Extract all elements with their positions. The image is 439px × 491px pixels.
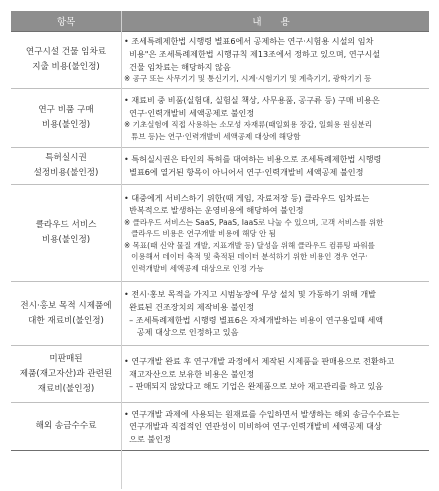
item-line: 제품(재고자산)과 관련된 bbox=[19, 368, 113, 379]
row-description bbox=[121, 346, 429, 403]
row-description bbox=[121, 403, 429, 451]
note-line: 튜브 등)는 연구·인력개발비 세액공제 대상에 해당함 bbox=[124, 131, 301, 141]
row-item-label bbox=[11, 346, 121, 403]
row-item-label bbox=[11, 403, 121, 451]
item-line: 비용(불인정) bbox=[41, 235, 91, 245]
desc-line: 재고자산으로 보유한 비용은 불인정 bbox=[124, 368, 255, 379]
desc-line: 으로 불인정 bbox=[124, 433, 171, 444]
item-line: 지출 비용(불인정) bbox=[32, 62, 100, 72]
table-row bbox=[11, 282, 429, 346]
item-line: 클라우드 서비스 bbox=[35, 220, 97, 230]
item-line: 비용(불인정) bbox=[41, 120, 91, 130]
desc-line: • 조세특례제한법 시행령 별표6에서 공제하는 연구·시험용 시설의 임차 bbox=[124, 36, 374, 47]
row-description bbox=[121, 148, 429, 185]
row-item-label bbox=[11, 32, 121, 89]
item-line: 해외 송금수수료 bbox=[35, 421, 97, 431]
row-description bbox=[121, 185, 429, 282]
note-line: ※ 기초실험에 직접 사용하는 소모성 자재류(때일회용 장갑, 일회용 원심분리 bbox=[124, 120, 373, 130]
item-line: 전시·홍보 목적 시제품에 bbox=[20, 300, 112, 311]
table-header-row bbox=[11, 11, 429, 32]
desc-line: • 연구개발 완료 후 연구개발 과정에서 제작된 시제품을 판매용으로 전환하고 bbox=[124, 356, 395, 367]
item-line: 설정비용(불인정) bbox=[33, 168, 99, 178]
desc-line: • 재료비 중 비품(실험대, 실험실 책상, 사무용품, 공구류 등) 구매 비용은 bbox=[124, 95, 380, 105]
row-description bbox=[121, 32, 429, 89]
note-line: 클라우드 비용은 연구개발 비용에 해당 안 됨 bbox=[124, 229, 276, 239]
desc-line: 별표6에 열거된 항목이 아니어서 연구·인력개발비 세액공제 불인정 bbox=[124, 167, 364, 177]
note-line: 인력개발비 세액공제 대상으로 인정 가능 bbox=[124, 263, 264, 273]
desc-line: 연구개발과 직접적인 연관성이 미비하여 연구·인력개발비 세액공제 대상 bbox=[124, 421, 382, 432]
row-item-label bbox=[11, 185, 121, 282]
column-divider bbox=[121, 11, 122, 489]
item-line: 재료비(불인정) bbox=[37, 383, 95, 394]
table-row bbox=[11, 346, 429, 403]
note-line: ※ 클라우드 서비스는 SaaS, PaaS, IaaS로 나눌 수 있으며, 고객 서비스를 위한 bbox=[124, 218, 384, 228]
desc-line: 건물 임차료는 해당하지 않음 bbox=[124, 61, 231, 72]
desc-line: 공제 대상으로 인정하고 있음 bbox=[124, 327, 239, 338]
row-item-label bbox=[11, 89, 121, 148]
row-description bbox=[121, 282, 429, 346]
row-item-label bbox=[11, 148, 121, 185]
header-content: 내 용 bbox=[121, 11, 429, 32]
item-line: 연구 비품 구매 bbox=[38, 105, 94, 115]
item-line: 대한 재료비(불인정) bbox=[28, 315, 104, 326]
desc-line: • 전시·홍보 목적을 가지고 시범농장에 무상 설치 및 가동하기 위해 개발 bbox=[124, 289, 376, 300]
table-row bbox=[11, 403, 429, 451]
note-line: 이용해서 데이터 축적 및 축적된 데이터 분석하기 위한 비용인 경우 연구· bbox=[124, 252, 368, 262]
header-item: 항목 bbox=[11, 11, 121, 32]
desc-line: 반복적으로 발생하는 운영비용에 해당하여 불인정 bbox=[124, 205, 304, 216]
table-row bbox=[11, 148, 429, 185]
item-line: 특허실시권 bbox=[45, 153, 87, 163]
row-description bbox=[121, 89, 429, 148]
desc-line: 비용"은 조세특례제한법 시행규칙 제13조에서 정하고 있으며, 연구시설 bbox=[124, 49, 381, 59]
note-line: ※ 공구 또는 사무기기 및 통신기기, 시계·시험기기 및 계측기기, 광학기기 등 bbox=[124, 74, 372, 84]
desc-line: • 대중에게 서비스하기 위한(때 게임, 자료저장 등) 클라우드 임차료는 bbox=[124, 192, 370, 203]
desc-line: 완료된 건조장치의 제작비용 불인정 bbox=[124, 301, 255, 312]
desc-line: • 연구개발 과제에 사용되는 원재료를 수입하면서 발생하는 해외 송금수수료는 bbox=[124, 408, 400, 419]
note-line: ※ 목표(때 신약 물질 개발, 지표개발 등) 달성을 위해 클라우드 컴퓨팅 파워를 bbox=[124, 240, 375, 250]
table-row bbox=[11, 185, 429, 282]
deduction-table-wrapper bbox=[11, 11, 429, 451]
desc-line: 연구·인력개발비 세액공제로 불인정 bbox=[124, 107, 255, 118]
table-row bbox=[11, 89, 429, 148]
table-row bbox=[11, 32, 429, 89]
item-line: 연구시설 건물 임차료 bbox=[25, 47, 107, 57]
rd-deduction-table bbox=[11, 11, 429, 451]
desc-line: – 조세특례제한법 시행령 별표6은 자체개발하는 비용이 연구용일때 세액 bbox=[124, 314, 384, 325]
desc-line: – 판매되지 않았다고 해도 기업은 완제품으로 보아 재고관리를 하고 있음 bbox=[124, 381, 384, 392]
desc-line: • 특허실시권은 타인의 특허를 대여하는 비용으로 조세특례제한법 시행령 bbox=[124, 154, 382, 165]
row-item-label bbox=[11, 282, 121, 346]
item-line: 미판매된 bbox=[49, 353, 83, 364]
